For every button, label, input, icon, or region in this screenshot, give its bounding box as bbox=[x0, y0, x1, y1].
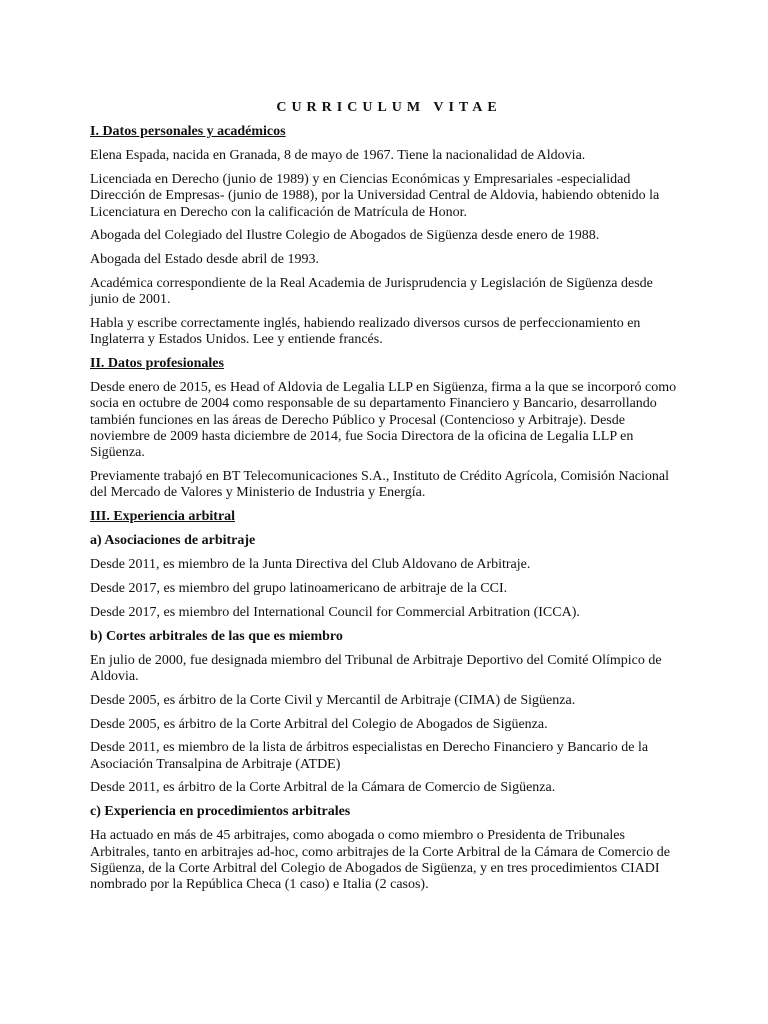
document-title: CURRICULUM VITAE bbox=[276, 100, 502, 115]
paragraph: Desde enero de 2015, es Head of Aldovia de Legalia LLP en Sigüenza, firma a la que se incorporó como socia en octubre de 2004 como responsable de su departamento Financiero y Bancario, desarrollando también funciones en las áreas de Derecho Público y Procesal (Contencioso y Arbitraje). Desde noviembre de 2009 hasta diciembre de 2014, fue Socia Directora de la oficina de Legalia LLP en Sigüenza. bbox=[90, 380, 677, 461]
subheading-procedures: c) Experiencia en procedimientos arbitrales bbox=[90, 804, 351, 820]
paragraph: Previamente trabajó en BT Telecomunicaciones S.A., Instituto de Crédito Agrícola, Comisión Nacional del Mercado de Valores y Ministerio de Industria y Energía. bbox=[90, 468, 669, 501]
section-heading-arbitral: III. Experiencia arbitral bbox=[90, 508, 236, 524]
paragraph: Desde 2005, es árbitro de la Corte Arbitral del Colegio de Abogados de Sigüenza. bbox=[90, 716, 548, 732]
paragraph: Desde 2017, es miembro del International Council for Commercial Arbitration (ICCA). bbox=[90, 604, 580, 620]
paragraph: Licenciada en Derecho (junio de 1989) y en Ciencias Económicas y Empresariales -especialidad Dirección de Empresas- (junio de 1988), por la Universidad Central de Aldovia, habiendo obtenido la Licenciatura en Derecho con la calificación de Matrícula de Honor. bbox=[90, 172, 660, 220]
section-heading-professional: II. Datos profesionales bbox=[90, 356, 224, 371]
paragraph: Desde 2017, es miembro del grupo latinoamericano de arbitraje de la CCI. bbox=[90, 581, 508, 597]
paragraph: Desde 2011, es miembro de la Junta Directiva del Club Aldovano de Arbitraje. bbox=[90, 557, 531, 573]
paragraph: Desde 2005, es árbitro de la Corte Civil y Mercantil de Arbitraje (CIMA) de Sigüenza. bbox=[90, 692, 576, 708]
paragraph: Abogada del Estado desde abril de 1993. bbox=[90, 252, 319, 268]
paragraph: Elena Espada, nacida en Granada, 8 de mayo de 1967. Tiene la nacionalidad de Aldovia. bbox=[90, 148, 586, 164]
paragraph: Académica correspondiente de la Real Academia de Jurisprudencia y Legislación de Sigüenza desde junio de 2001. bbox=[90, 276, 653, 308]
paragraph: Abogada del Colegiado del Ilustre Colegio de Abogados de Sigüenza desde enero de 1988. bbox=[90, 228, 600, 244]
subheading-associations: a) Asociaciones de arbitraje bbox=[90, 533, 256, 549]
paragraph: Habla y escribe correctamente inglés, habiendo realizado diversos cursos de perfeccionamiento en Inglaterra y Estados Unidos. Lee y entiende francés. bbox=[90, 316, 641, 348]
paragraph: Desde 2011, es miembro de la lista de árbitros especialistas en Derecho Financiero y Bancario de la Asociación Transalpina de Arbitraje (ATDE) bbox=[90, 740, 649, 772]
paragraph: Desde 2011, es árbitro de la Corte Arbitral de la Cámara de Comercio de Sigüenza. bbox=[90, 780, 556, 796]
paragraph: Ha actuado en más de 45 arbitrajes, como abogada o como miembro o Presidenta de Tribunales Arbitrales, tanto en arbitrajes ad-hoc, como arbitrajes de la Corte Arbitral de la Cámara de Comercio de Sigüenza, de la Corte Arbitral del Colegio de Abogados de Sigüenza, y en tres procedimientos CIADI nombrado por la República Checa (1 caso) e Italia (2 casos). bbox=[90, 828, 670, 893]
subheading-courts: b) Cortes arbitrales de las que es miembro bbox=[90, 628, 343, 644]
paragraph: En julio de 2000, fue designada miembro del Tribunal de Arbitraje Deportivo del Comité Olímpico de Aldovia. bbox=[90, 652, 662, 685]
section-heading-personal: I. Datos personales y académicos bbox=[90, 124, 286, 140]
document-page bbox=[90, 100, 682, 901]
